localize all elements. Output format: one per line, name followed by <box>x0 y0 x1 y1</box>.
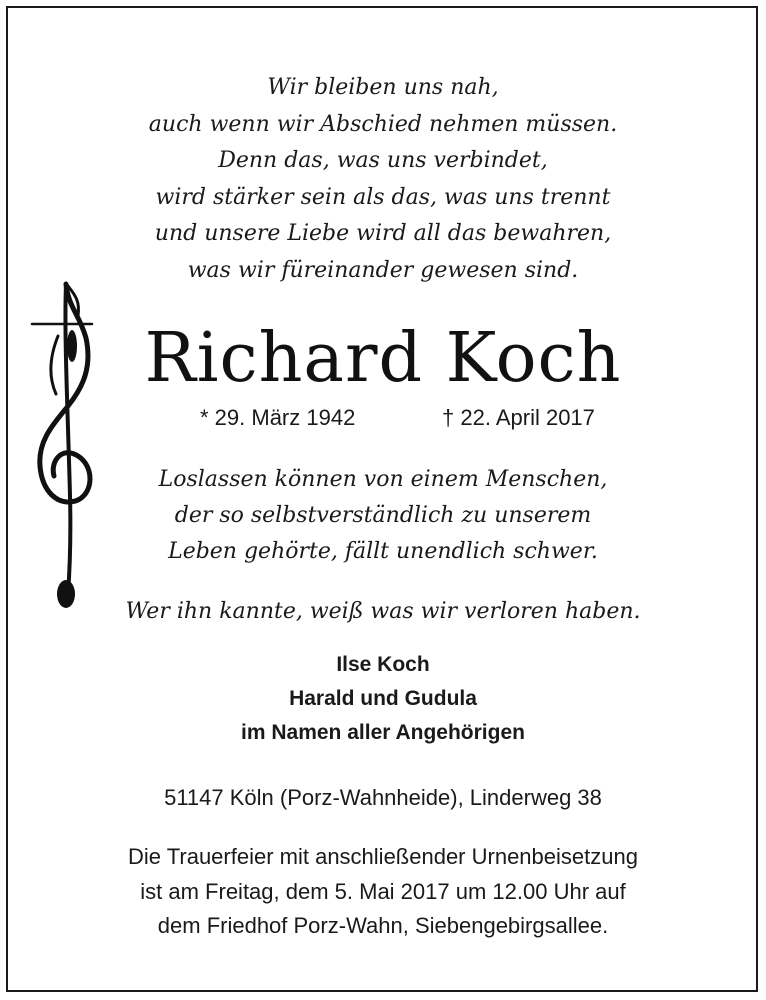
poem-line: auch wenn wir Abschied nehmen müssen. <box>148 111 618 137</box>
service-line: Die Trauerfeier mit anschließender Urnenbeisetzung <box>128 844 638 869</box>
knew-line: Wer ihn kannte, weiß was wir verloren haben. <box>125 599 641 624</box>
poem-line: Denn das, was uns verbindet, <box>218 148 548 173</box>
poem-line: und unsere Liebe wird all das bewahren, <box>154 221 612 246</box>
service-line: ist am Freitag, dem 5. Mai 2017 um 12.00 Uhr auf <box>140 878 626 904</box>
service-line: dem Friedhof Porz-Wahn, Siebengebirgsallee. <box>157 913 609 938</box>
signers <box>0 648 766 750</box>
poem-line: wird stärker sein als das, was uns trennt <box>155 184 611 210</box>
poem <box>0 70 766 289</box>
saying <box>0 462 766 570</box>
birth-date: * 29. März 1942 <box>200 405 356 430</box>
signer-line: Harald und Gudula <box>289 687 477 710</box>
service-info <box>0 840 766 944</box>
death-date: † 22. April 2017 <box>442 405 595 430</box>
signer-line: Ilse Koch <box>336 653 430 676</box>
saying-line: Loslassen können von einem Menschen, <box>158 467 608 492</box>
poem-line: was wir füreinander gewesen sind. <box>187 257 579 283</box>
poem-line: Wir bleiben uns nah, <box>267 75 499 100</box>
saying-line: der so selbstverständlich zu unserem <box>174 503 592 528</box>
signer-line: im Namen aller Angehörigen <box>241 721 525 744</box>
deceased-name: Richard Koch <box>144 319 622 398</box>
address: 51147 Köln (Porz-Wahnheide), Linderweg 38 <box>164 785 602 810</box>
saying-line: Leben gehörte, fällt unendlich schwer. <box>168 539 598 564</box>
